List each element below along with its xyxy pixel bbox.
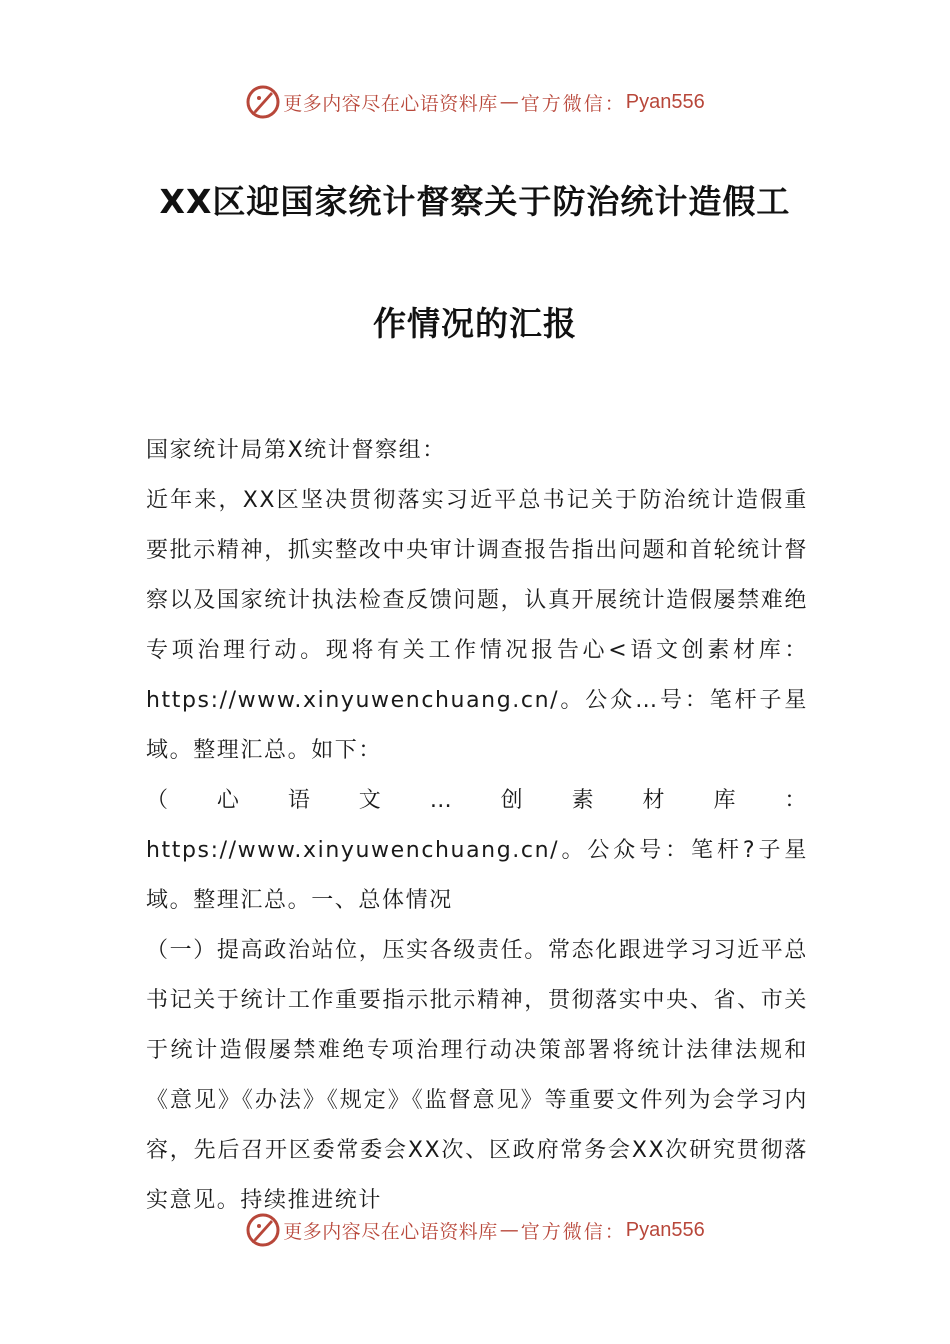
- footer-banner: [0, 1210, 950, 1250]
- wechat-label: 官方微信：: [520, 92, 626, 115]
- document-title-line-2: 作情况的汇报: [373, 304, 577, 343]
- document-title-line-1: XX区迎国家统计督察关于防治统计造假工: [159, 182, 791, 221]
- banner-separator: —: [499, 91, 519, 113]
- banner-separator: —: [499, 1219, 519, 1241]
- document-body: [146, 426, 808, 1226]
- wechat-id: Pyan556: [625, 1218, 705, 1241]
- quill-pen-logo-icon: [245, 84, 281, 120]
- quill-pen-logo-icon: [245, 1212, 281, 1248]
- body-paragraph: （心语文…创素材库：https://www.xinyuwenchuang.cn/。公众号：笔杆?子星域。整理汇总。一、总体情况: [146, 788, 808, 913]
- body-paragraph: 近年来，XX区坚决贯彻落实习近平总书记关于防治统计造假重要批示精神，抓实整改中央审计调查报告指出问题和首轮统计督察以及国家统计执法检查反馈问题，认真开展统计造假屡禁难绝专项治理行动。现将有关工作情况报告心<语文创素材库：https://www.xinyuwenchuang.cn/。公众…号：笔杆子星域。整理汇总。如下：: [146, 488, 808, 763]
- brand-text: 更多内容尽在心语资料库: [283, 1220, 498, 1243]
- body-paragraph: （一）提高政治站位，压实各级责任。常态化跟进学习习近平总书记关于统计工作重要指示批示精神，贯彻落实中央、省、市关于统计造假屡禁难绝专项治理行动决策部署将统计法律法规和《意见》《办法》《规定》《监督意见》等重要文件列为会学习内容，先后召开区委常委会XX次、区政府常务会XX次研究贯彻落实意见。持续推进统计: [146, 938, 808, 1213]
- wechat-label: 官方微信：: [520, 1220, 626, 1243]
- brand-text: 更多内容尽在心语资料库: [283, 92, 498, 115]
- header-banner: [0, 82, 950, 122]
- wechat-id: Pyan556: [625, 90, 705, 113]
- salutation-paragraph: 国家统计局第X统计督察组：: [146, 438, 446, 463]
